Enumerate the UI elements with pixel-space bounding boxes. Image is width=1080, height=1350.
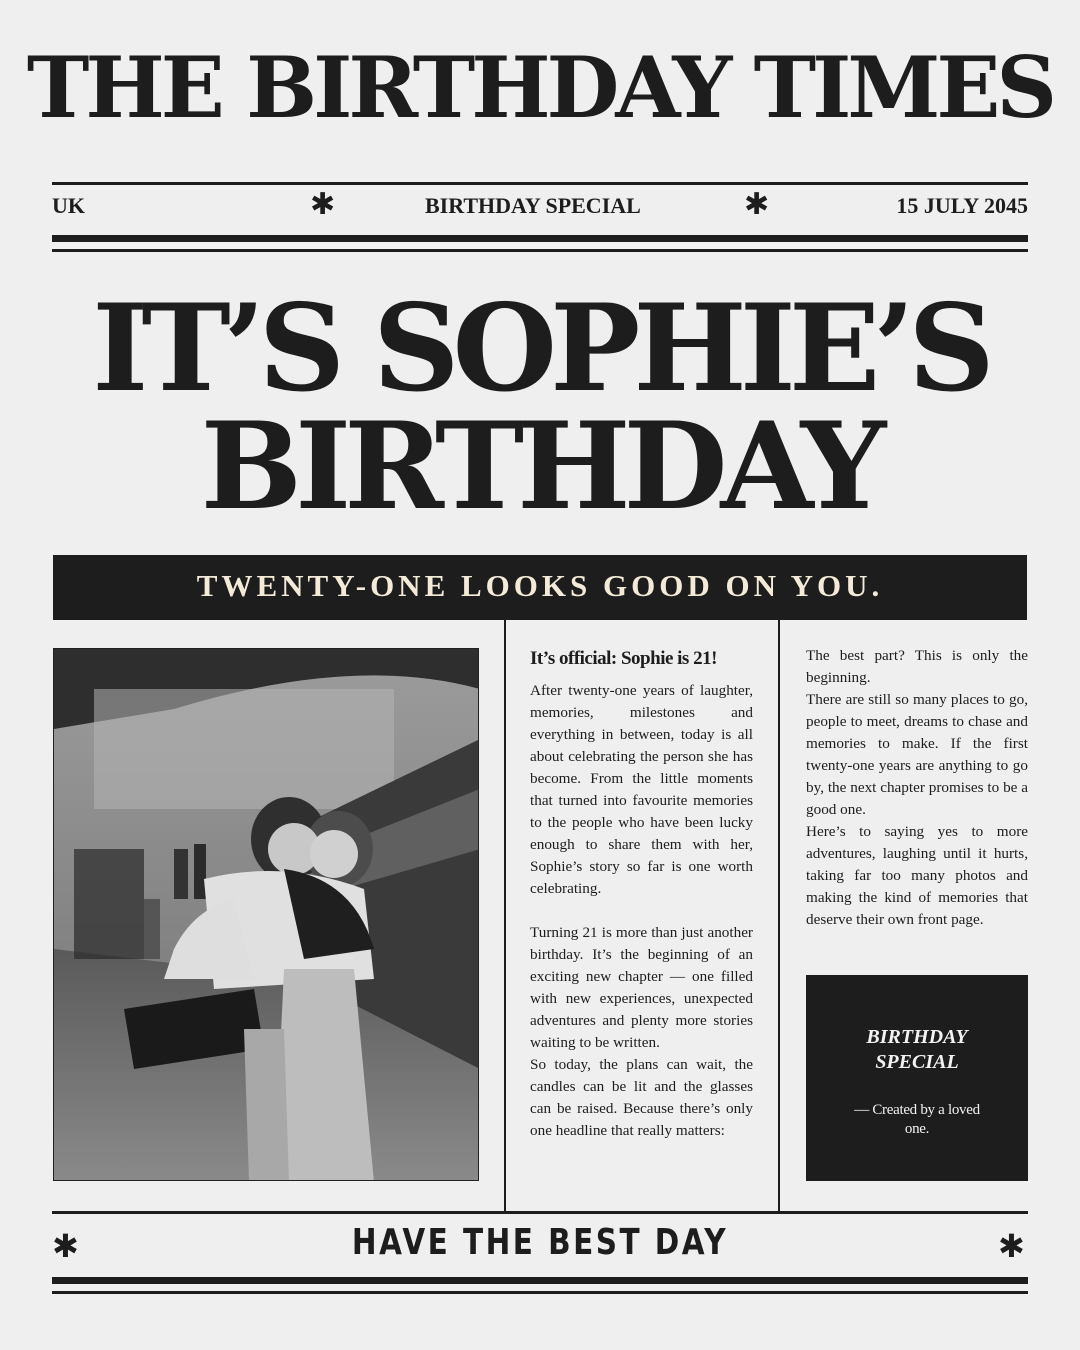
info-date: 15 JULY 2045	[896, 193, 1028, 218]
info-bar-bottom-rule-thick	[52, 235, 1028, 242]
star-icon: ✱	[744, 187, 770, 222]
star-icon: ✱	[310, 187, 336, 222]
footer-message: HAVE THE BEST DAY	[351, 1222, 729, 1263]
article-paragraph: After twenty-one years of laughter, memories, milestones and everything in between, today is all about celebrating the person she has become. From the little moments that turned into favourite memories to the people who have been lucky enough to share them with her, Sophie’s story so far is one worth celebrating.	[530, 682, 753, 897]
tagline-banner: TWENTY-ONE LOOKS GOOD ON YOU.	[53, 555, 1027, 620]
column-divider-left	[504, 620, 506, 1212]
headline-line-1: IT’S SOPHIE’S	[92, 278, 988, 419]
star-icon: ✱	[52, 1227, 79, 1265]
article-column-2	[806, 645, 1028, 931]
special-box-credit: — Created by a loved one.	[854, 1102, 980, 1137]
headline-line-2: BIRTHDAY	[200, 396, 880, 537]
info-location: UK	[52, 193, 85, 218]
birthday-special-box	[806, 975, 1028, 1181]
info-bar	[52, 187, 1028, 224]
article-paragraph: Here’s to saying yes to more adventures, laughing until it hurts, taking far too many photos and making the kind of memories that deserve their own front page.	[806, 823, 1028, 928]
footer-top-rule	[52, 1211, 1028, 1214]
footer-bottom-rule-thick	[52, 1277, 1028, 1284]
footer-bottom-rule-thin	[52, 1291, 1028, 1294]
hugging-friends-photo	[53, 648, 479, 1181]
photo-illustration	[54, 649, 479, 1181]
article-paragraph: The best part? This is only the beginning.	[806, 647, 1028, 686]
column-divider-right	[778, 620, 780, 1212]
article-heading: It’s official: Sophie is 21!	[530, 648, 717, 669]
article-column-1	[530, 646, 753, 1142]
masthead-title: THE BIRTHDAY TIMES	[26, 38, 1054, 137]
headline	[0, 278, 1080, 537]
article-paragraph: There are still so many places to go, people to meet, dreams to chase and memories to make. If the first twenty-one years are anything to go by, the next chapter promises to be a good one.	[806, 691, 1028, 818]
info-bar-top-rule	[52, 182, 1028, 185]
article-paragraph: Turning 21 is more than just another birthday. It’s the beginning of an exciting new chapter — one filled with new experiences, unexpected adventures and plenty more stories waiting to be written.	[530, 924, 753, 1051]
info-edition: BIRTHDAY SPECIAL	[425, 193, 641, 218]
star-icon: ✱	[998, 1227, 1025, 1265]
article-paragraph: So today, the plans can wait, the candles can be lit and the glasses can be raised. Because there’s only one headline that really matters:	[530, 1056, 753, 1139]
special-box-title: BIRTHDAY SPECIAL	[866, 1026, 968, 1073]
info-bar-bottom-rule-thin	[52, 249, 1028, 252]
